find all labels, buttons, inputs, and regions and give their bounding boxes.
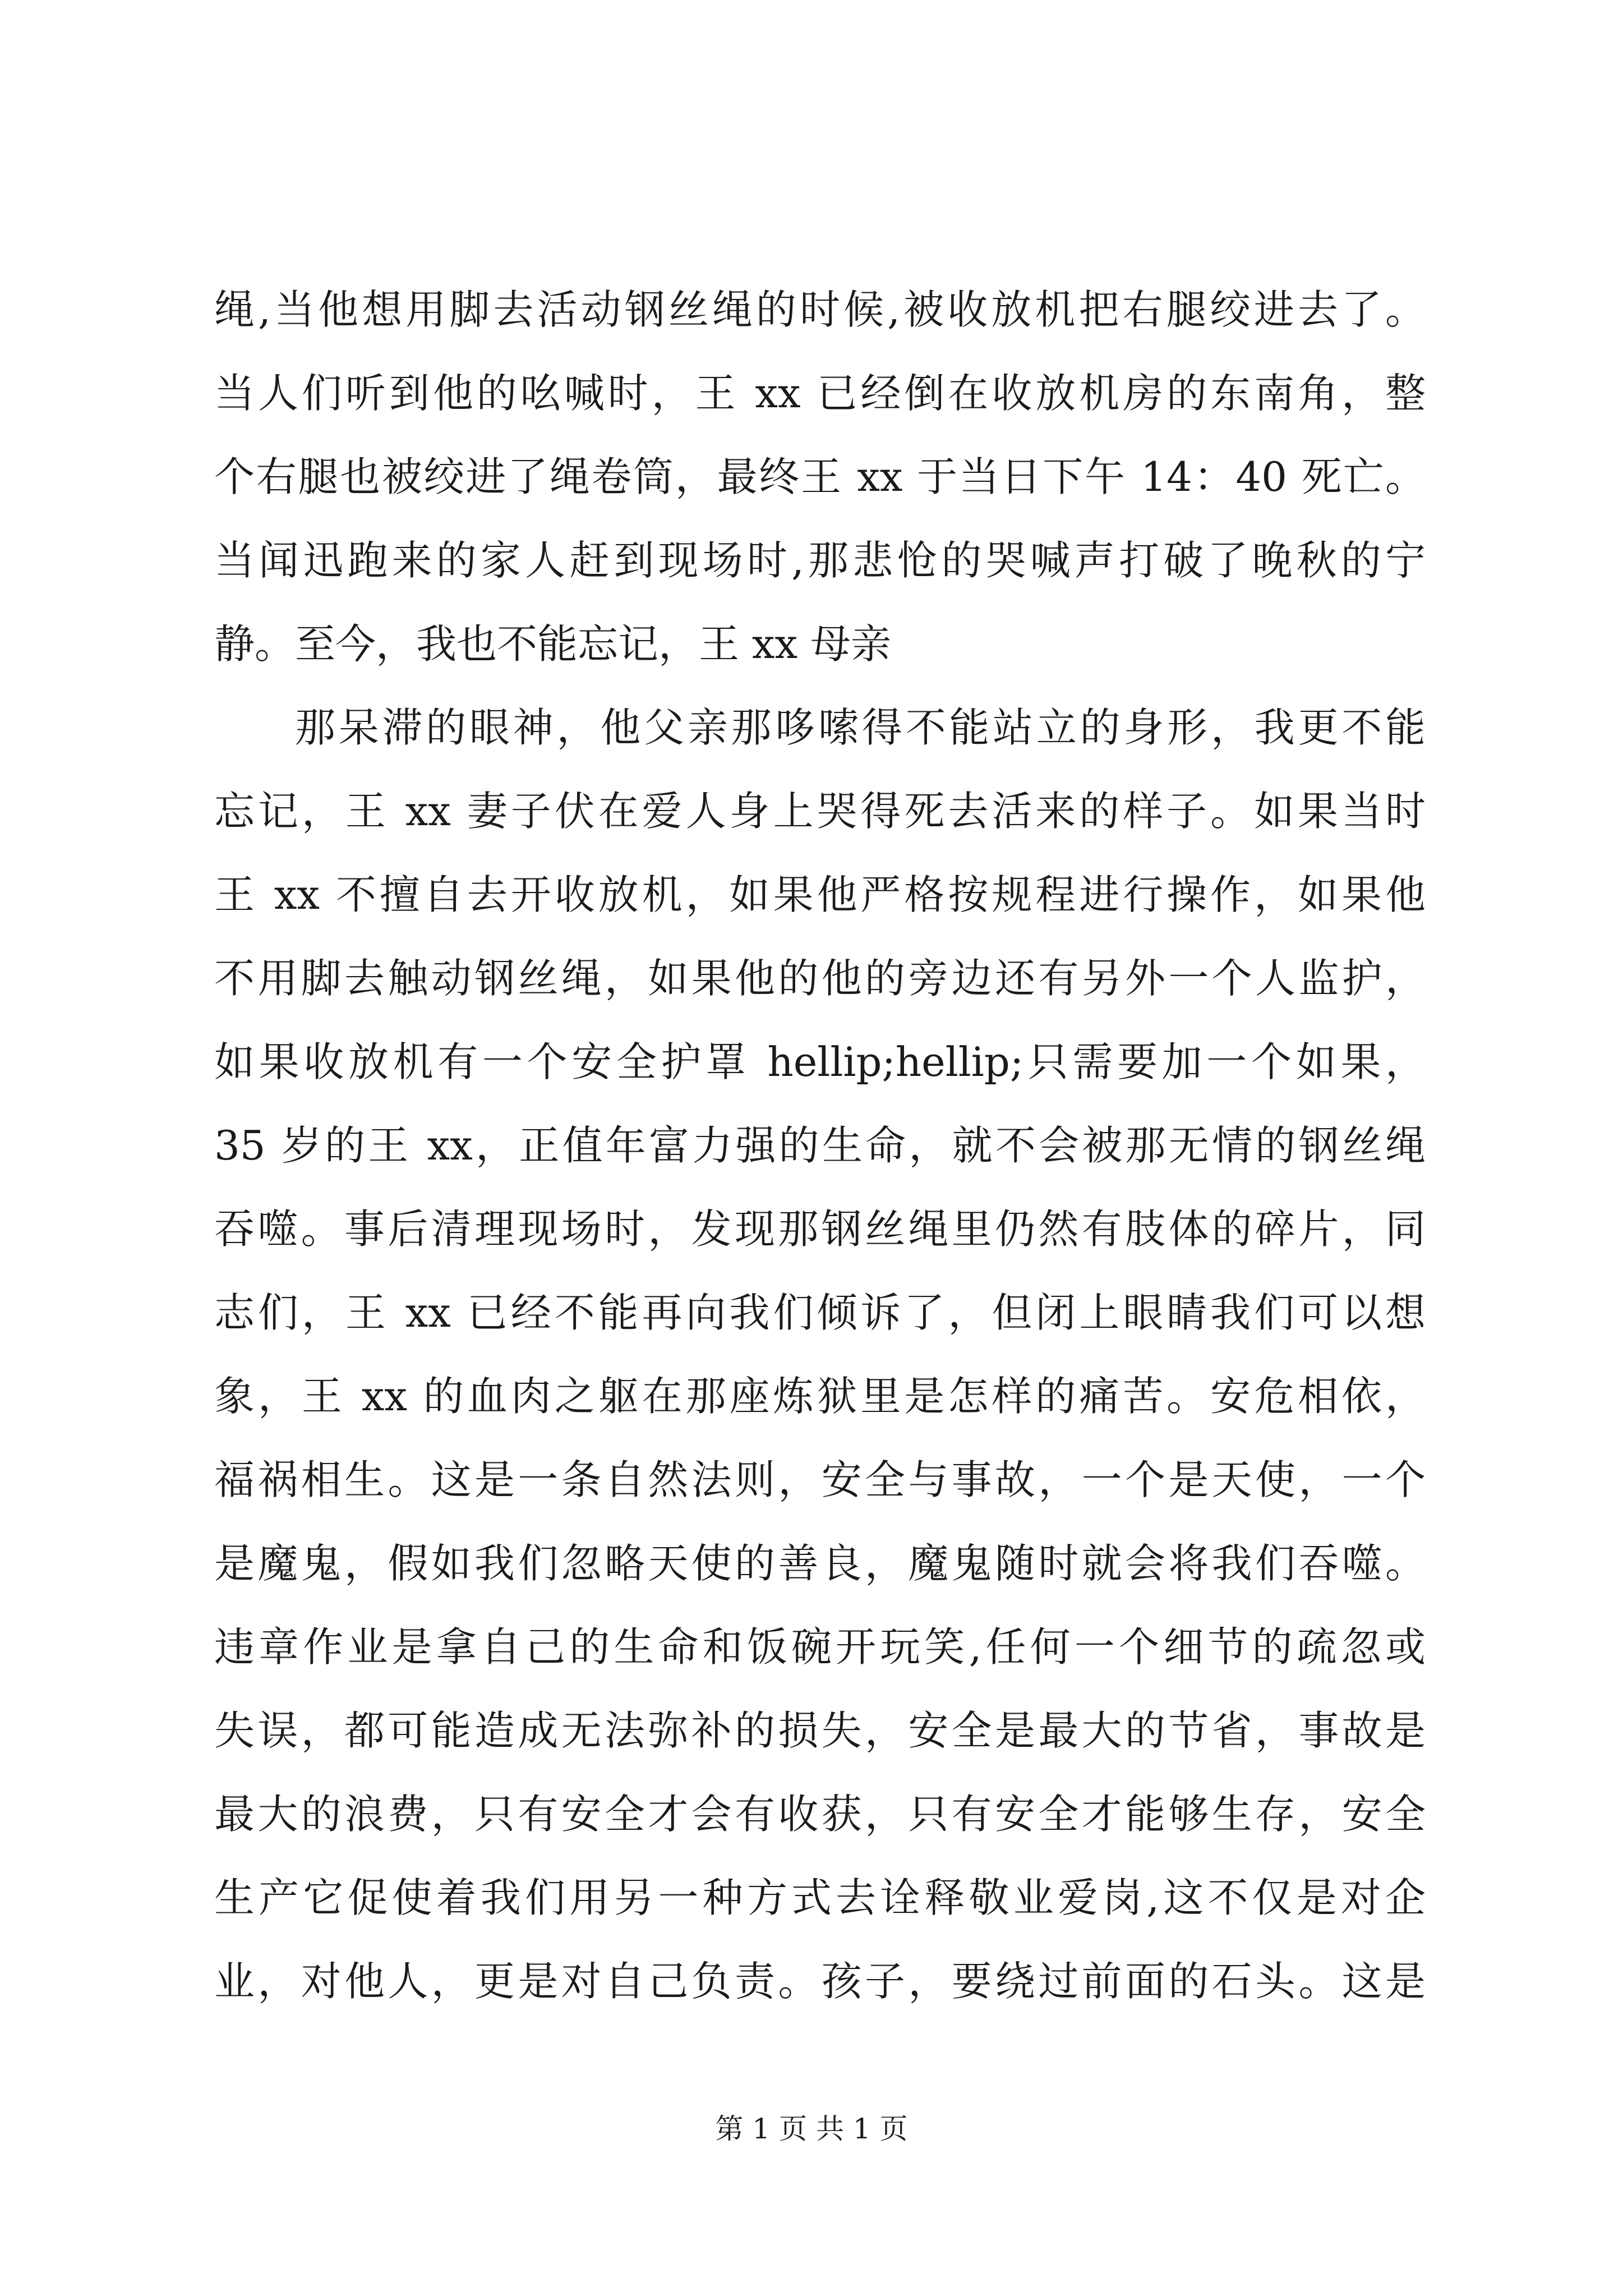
text-line: 绳,当他想用脚去活动钢丝绳的时候,被收放机把右腿绞进去了。 (214, 286, 1426, 333)
text-line: 吞噬。事后清理现场时，发现那钢丝绳里仍然有肢体的碎片，同 (214, 1205, 1426, 1253)
text-line: 个右腿也被绞进了绳卷筒，最终王 xx 于当日下午 14：40 死亡。 (214, 453, 1426, 500)
text-line: 失误，都可能造成无法弥补的损失，安全是最大的节省，事故是 (214, 1707, 1426, 1754)
text-line: 王 xx 不擅自去开收放机，如果他严格按规程进行操作，如果他 (214, 871, 1426, 918)
text-line: 违章作业是拿自己的生命和饭碗开玩笑,任何一个细节的疏忽或 (214, 1623, 1426, 1671)
text-line: 当闻迅跑来的家人赶到现场时,那悲怆的哭喊声打破了晚秋的宁 (214, 537, 1426, 584)
text-line: 如果收放机有一个安全护罩 hellip;hellip;只需要加一个如果， (214, 1038, 1426, 1085)
document-body (214, 268, 1426, 2023)
text-line: 志们，王 xx 已经不能再向我们倾诉了，但闭上眼睛我们可以想 (214, 1289, 1426, 1336)
text-line: 福祸相生。这是一条自然法则，安全与事故，一个是天使，一个 (214, 1456, 1426, 1503)
text-line: 忘记，王 xx 妻子伏在爱人身上哭得死去活来的样子。如果当时 (214, 788, 1426, 835)
text-line: 35 岁的王 xx，正值年富力强的生命，就不会被那无情的钢丝绳 (214, 1122, 1426, 1169)
paragraph-first-line: 那呆滞的眼神，他父亲那哆嗦得不能站立的身形，我更不能 (295, 704, 1426, 751)
page-number-footer: 第 1 页 共 1 页 (715, 2113, 908, 2145)
text-line: 业，对他人，更是对自己负责。孩子，要绕过前面的石头。这是 (214, 1958, 1426, 2005)
text-line: 当人们听到他的吆喊时，王 xx 已经倒在收放机房的东南角，整 (214, 370, 1426, 417)
text-line: 象，王 xx 的血肉之躯在那座炼狱里是怎样的痛苦。安危相依， (214, 1373, 1426, 1420)
text-line: 不用脚去触动钢丝绳，如果他的他的旁边还有另外一个人监护， (214, 955, 1426, 1002)
text-line: 最大的浪费，只有安全才会有收获，只有安全才能够生存，安全 (214, 1791, 1426, 1838)
text-line: 静。至今，我也不能忘记，王 xx 母亲 (214, 620, 891, 668)
text-line: 是魔鬼，假如我们忽略天使的善良，魔鬼随时就会将我们吞噬。 (214, 1540, 1426, 1587)
text-line: 生产它促使着我们用另一种方式去诠释敬业爱岗,这不仅是对企 (214, 1874, 1426, 1921)
